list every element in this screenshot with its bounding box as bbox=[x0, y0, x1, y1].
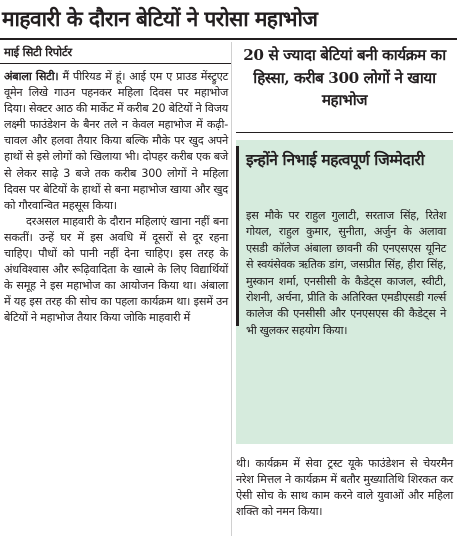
byline-rule bbox=[0, 63, 232, 64]
article-paragraph-2: दरअसल माहवारी के दौरान महिलाएं खाना नहीं बना सकतीं। उन्हें घर में इस अवधि में दूसरों से दूर रहना चाहिए। पौधों को पानी नहीं देना चाहिए। इस तरह के अंधविश्वास और रूढ़िवादिता के खात्मे के लिए विद्यार्थियों के समूह ने इस महाभोज का आयोजन किया था। अंबाला में यह इस तरह की सोच का पहला कार्यक्रम था। इसमें उन बेटियों ने महाभोज तैयार किया जोकि माहवारी में bbox=[4, 214, 228, 325]
sidebar-box bbox=[236, 140, 453, 444]
headline-rule bbox=[0, 38, 457, 40]
article-column-left bbox=[4, 69, 228, 327]
headline: माहवारी के दौरान बेटियों ने परोसा महाभोज bbox=[2, 6, 318, 31]
byline: माई सिटी रिपोर्टर bbox=[4, 45, 72, 59]
article-continuation: थी। कार्यक्रम में सेवा ट्रस्ट यूके फाउंडेशन से चेयरमैन नरेश मित्तल ने कार्यक्रम में बतौर मुख्यातिथि शिरकत कर ऐसी सोच के साथ काम करने वाले युवाओं और महिला शक्ति को नमन किया। bbox=[236, 457, 453, 519]
sidebar-text: इस मौके पर राहुल गुलाटी, सरताज सिंह, रितेश गोयल, राहुल कुमार, सुनीता, अर्जुन के अलावा एसडी कॉलेज अंबाला छावनी की एनएसएस यूनिट से स्वयंसेवक ऋतिक डांग, जसप्रीत सिंह, हीरा सिंह, मुस्कान शर्मा, एनसीसी के कैडेट्स काजल, स्वीटी, रोशनी, अर्चना, प्रीति के अतिरिक्त एमडीएसडी गर्ल्स कालेज की एनसीसी और एनएसएस की कैडेट्स ने भी खुलकर सहयोग किया। bbox=[246, 209, 446, 337]
article-paragraph-1 bbox=[4, 69, 228, 214]
sidebar-title: इन्होंने निभाई महत्वपूर्ण जिम्मेदारी bbox=[246, 150, 425, 169]
sidebar-accent-bar bbox=[236, 146, 239, 326]
paragraph-1-text: मैं पीरियड में हूं। आई एम ए प्राउड मेंस्ट्रुएट वूमेन लिखे गाउन पहनकर महिला दिवस पर महाभोज दिया। सेक्टर आठ की मार्केट में करीब 20 बेटियों ने विजय लक्ष्मी फाउंडेशन के बैनर तले न केवल महाभोज में कढ़ी-चावल और हलवा तैयार किया बल्कि मौके पर खुद अपने हाथों से इसे लोगों को खिलाया भी। दोपहर करीब एक बजे से लेकर साढ़े 3 बजे तक करीब 300 लोगों ने महिला दिवस पर बेटियों के हाथों से बना महाभोज खाया और खुद को गौरवान्वित महसूस किया। bbox=[4, 70, 228, 212]
deck-rule bbox=[236, 132, 453, 133]
dateline: अंबाला सिटी। bbox=[4, 70, 59, 83]
column-divider bbox=[231, 42, 232, 536]
deck-subheadline: 20 से ज्यादा बेटियां बनी कार्यक्रम का हिस्सा, करीब 300 लोगों ने खाया महाभोज bbox=[243, 46, 446, 109]
